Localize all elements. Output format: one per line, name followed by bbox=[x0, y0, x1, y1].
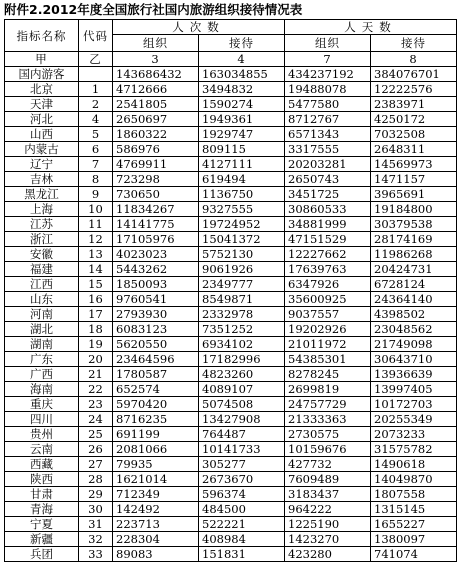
receive-times-cell: 522221 bbox=[199, 517, 285, 532]
code-cell: 26 bbox=[79, 442, 113, 457]
receive-days-cell: 20424731 bbox=[371, 262, 457, 277]
header-indicator: 指标名称 bbox=[5, 20, 79, 52]
code-cell: 17 bbox=[79, 307, 113, 322]
receive-times-cell: 2349777 bbox=[199, 277, 285, 292]
receive-days-cell: 30643710 bbox=[371, 352, 457, 367]
code-cell: 4 bbox=[79, 112, 113, 127]
organize-times-cell: 1860322 bbox=[113, 127, 199, 142]
region-name-cell: 天津 bbox=[5, 97, 79, 112]
region-name-cell: 河北 bbox=[5, 112, 79, 127]
table-row bbox=[5, 517, 457, 532]
region-name-cell: 四川 bbox=[5, 412, 79, 427]
organize-days-cell: 964222 bbox=[285, 502, 371, 517]
code-cell: 16 bbox=[79, 292, 113, 307]
receive-times-cell: 7351252 bbox=[199, 322, 285, 337]
organize-days-cell: 2699819 bbox=[285, 382, 371, 397]
receive-days-cell: 23048562 bbox=[371, 322, 457, 337]
code-cell: 31 bbox=[79, 517, 113, 532]
table-row bbox=[5, 262, 457, 277]
organize-times-cell: 4023023 bbox=[113, 247, 199, 262]
header-receive-days: 接待 bbox=[371, 35, 457, 52]
code-cell: 29 bbox=[79, 487, 113, 502]
organize-times-cell: 11834267 bbox=[113, 202, 199, 217]
organize-days-cell: 34881999 bbox=[285, 217, 371, 232]
header-code: 代码 bbox=[79, 20, 113, 52]
document-title: 附件2.2012年度全国旅行社国内旅游组织接待情况表 bbox=[4, 2, 303, 17]
receive-times-cell: 4127111 bbox=[199, 157, 285, 172]
code-cell: 18 bbox=[79, 322, 113, 337]
receive-days-cell: 31575782 bbox=[371, 442, 457, 457]
region-name-cell: 吉林 bbox=[5, 172, 79, 187]
table-row bbox=[5, 292, 457, 307]
receive-days-cell: 7032508 bbox=[371, 127, 457, 142]
header-receive-times: 接待 bbox=[199, 35, 285, 52]
table-row bbox=[5, 382, 457, 397]
header-colnum-8: 8 bbox=[371, 52, 457, 67]
table-row bbox=[5, 442, 457, 457]
receive-times-cell: 17182996 bbox=[199, 352, 285, 367]
organize-days-cell: 5477580 bbox=[285, 97, 371, 112]
region-name-cell: 云南 bbox=[5, 442, 79, 457]
header-organize-times: 组织 bbox=[113, 35, 199, 52]
organize-times-cell: 4769911 bbox=[113, 157, 199, 172]
organize-times-cell: 89083 bbox=[113, 547, 199, 562]
organize-times-cell: 1780587 bbox=[113, 367, 199, 382]
receive-days-cell: 21749098 bbox=[371, 337, 457, 352]
receive-days-cell: 1655227 bbox=[371, 517, 457, 532]
table-row bbox=[5, 532, 457, 547]
table-row bbox=[5, 397, 457, 412]
table-row bbox=[5, 127, 457, 142]
receive-days-cell: 14049870 bbox=[371, 472, 457, 487]
organize-days-cell: 434237192 bbox=[285, 67, 371, 82]
table-row bbox=[5, 487, 457, 502]
organize-days-cell: 2730575 bbox=[285, 427, 371, 442]
organize-days-cell: 47151529 bbox=[285, 232, 371, 247]
receive-days-cell: 14569973 bbox=[371, 157, 457, 172]
header-row-index bbox=[5, 52, 457, 67]
code-cell: 14 bbox=[79, 262, 113, 277]
receive-times-cell: 1949361 bbox=[199, 112, 285, 127]
code-cell: 33 bbox=[79, 547, 113, 562]
receive-days-cell: 2648311 bbox=[371, 142, 457, 157]
code-cell: 30 bbox=[79, 502, 113, 517]
tourism-statistics-table bbox=[4, 19, 457, 562]
code-cell: 1 bbox=[79, 82, 113, 97]
header-person-days: 人天数 bbox=[285, 20, 457, 35]
organize-days-cell: 19488078 bbox=[285, 82, 371, 97]
region-name-cell: 湖南 bbox=[5, 337, 79, 352]
region-name-cell: 陕西 bbox=[5, 472, 79, 487]
table-row bbox=[5, 112, 457, 127]
organize-times-cell: 142492 bbox=[113, 502, 199, 517]
receive-times-cell: 2673670 bbox=[199, 472, 285, 487]
receive-times-cell: 305277 bbox=[199, 457, 285, 472]
table-row bbox=[5, 97, 457, 112]
region-name-cell: 浙江 bbox=[5, 232, 79, 247]
receive-days-cell: 3965691 bbox=[371, 187, 457, 202]
code-cell: 23 bbox=[79, 397, 113, 412]
receive-times-cell: 4823260 bbox=[199, 367, 285, 382]
receive-days-cell: 384076701 bbox=[371, 67, 457, 82]
receive-times-cell: 8549871 bbox=[199, 292, 285, 307]
organize-times-cell: 1850093 bbox=[113, 277, 199, 292]
organize-times-cell: 723298 bbox=[113, 172, 199, 187]
organize-days-cell: 10159676 bbox=[285, 442, 371, 457]
region-name-cell: 黑龙江 bbox=[5, 187, 79, 202]
code-cell: 21 bbox=[79, 367, 113, 382]
code-cell: 27 bbox=[79, 457, 113, 472]
header-colnum-3: 3 bbox=[113, 52, 199, 67]
organize-days-cell: 3183437 bbox=[285, 487, 371, 502]
organize-days-cell: 2650743 bbox=[285, 172, 371, 187]
organize-times-cell: 5620550 bbox=[113, 337, 199, 352]
receive-times-cell: 19724952 bbox=[199, 217, 285, 232]
receive-days-cell: 13997405 bbox=[371, 382, 457, 397]
receive-days-cell: 741074 bbox=[371, 547, 457, 562]
receive-times-cell: 163034855 bbox=[199, 67, 285, 82]
region-name-cell: 江苏 bbox=[5, 217, 79, 232]
receive-times-cell: 9061926 bbox=[199, 262, 285, 277]
organize-days-cell: 7609489 bbox=[285, 472, 371, 487]
organize-days-cell: 21333363 bbox=[285, 412, 371, 427]
receive-days-cell: 1380097 bbox=[371, 532, 457, 547]
organize-days-cell: 6571343 bbox=[285, 127, 371, 142]
receive-days-cell: 2383971 bbox=[371, 97, 457, 112]
receive-times-cell: 619494 bbox=[199, 172, 285, 187]
organize-times-cell: 4712666 bbox=[113, 82, 199, 97]
table-row bbox=[5, 142, 457, 157]
code-cell: 28 bbox=[79, 472, 113, 487]
organize-days-cell: 21011972 bbox=[285, 337, 371, 352]
table-row bbox=[5, 412, 457, 427]
code-cell: 19 bbox=[79, 337, 113, 352]
receive-times-cell: 484500 bbox=[199, 502, 285, 517]
code-cell: 5 bbox=[79, 127, 113, 142]
table-row bbox=[5, 217, 457, 232]
table-row bbox=[5, 187, 457, 202]
region-name-cell: 广东 bbox=[5, 352, 79, 367]
organize-times-cell: 9760541 bbox=[113, 292, 199, 307]
code-cell: 22 bbox=[79, 382, 113, 397]
table-row bbox=[5, 502, 457, 517]
receive-times-cell: 1590274 bbox=[199, 97, 285, 112]
organize-times-cell: 17105976 bbox=[113, 232, 199, 247]
organize-times-cell: 5443262 bbox=[113, 262, 199, 277]
code-cell: 24 bbox=[79, 412, 113, 427]
header-yi: 乙 bbox=[79, 52, 113, 67]
organize-days-cell: 54385301 bbox=[285, 352, 371, 367]
region-name-cell: 新疆 bbox=[5, 532, 79, 547]
receive-days-cell: 11986268 bbox=[371, 247, 457, 262]
region-name-cell: 安徽 bbox=[5, 247, 79, 262]
receive-days-cell: 2073233 bbox=[371, 427, 457, 442]
organize-days-cell: 30860533 bbox=[285, 202, 371, 217]
receive-times-cell: 9327555 bbox=[199, 202, 285, 217]
receive-days-cell: 1490618 bbox=[371, 457, 457, 472]
organize-days-cell: 9037557 bbox=[285, 307, 371, 322]
header-person-times: 人次数 bbox=[113, 20, 285, 35]
receive-days-cell: 1471157 bbox=[371, 172, 457, 187]
receive-times-cell: 3494832 bbox=[199, 82, 285, 97]
table-row bbox=[5, 472, 457, 487]
code-cell: 7 bbox=[79, 157, 113, 172]
organize-days-cell: 8278245 bbox=[285, 367, 371, 382]
region-name-cell: 重庆 bbox=[5, 397, 79, 412]
receive-times-cell: 10141733 bbox=[199, 442, 285, 457]
region-name-cell: 山东 bbox=[5, 292, 79, 307]
table-row bbox=[5, 247, 457, 262]
receive-times-cell: 4089107 bbox=[199, 382, 285, 397]
receive-days-cell: 4250172 bbox=[371, 112, 457, 127]
organize-days-cell: 1225190 bbox=[285, 517, 371, 532]
organize-times-cell: 2650697 bbox=[113, 112, 199, 127]
organize-days-cell: 12227662 bbox=[285, 247, 371, 262]
receive-days-cell: 10172703 bbox=[371, 397, 457, 412]
table-row bbox=[5, 322, 457, 337]
organize-days-cell: 1423270 bbox=[285, 532, 371, 547]
code-cell: 6 bbox=[79, 142, 113, 157]
receive-days-cell: 24364140 bbox=[371, 292, 457, 307]
region-name-cell: 广西 bbox=[5, 367, 79, 382]
table-row bbox=[5, 307, 457, 322]
table-row bbox=[5, 82, 457, 97]
header-organize-days: 组织 bbox=[285, 35, 371, 52]
organize-days-cell: 3317555 bbox=[285, 142, 371, 157]
code-cell: 32 bbox=[79, 532, 113, 547]
organize-times-cell: 14141775 bbox=[113, 217, 199, 232]
table-row bbox=[5, 67, 457, 82]
receive-days-cell: 1315145 bbox=[371, 502, 457, 517]
organize-days-cell: 35600925 bbox=[285, 292, 371, 307]
code-cell: 10 bbox=[79, 202, 113, 217]
region-name-cell: 国内游客 bbox=[5, 67, 79, 82]
table-row bbox=[5, 157, 457, 172]
table-row bbox=[5, 202, 457, 217]
organize-times-cell: 2081066 bbox=[113, 442, 199, 457]
organize-days-cell: 19202926 bbox=[285, 322, 371, 337]
receive-times-cell: 596374 bbox=[199, 487, 285, 502]
region-name-cell: 上海 bbox=[5, 202, 79, 217]
organize-days-cell: 24757729 bbox=[285, 397, 371, 412]
code-cell: 8 bbox=[79, 172, 113, 187]
organize-times-cell: 223713 bbox=[113, 517, 199, 532]
receive-times-cell: 6934102 bbox=[199, 337, 285, 352]
region-name-cell: 辽宁 bbox=[5, 157, 79, 172]
organize-times-cell: 2541805 bbox=[113, 97, 199, 112]
table-row bbox=[5, 352, 457, 367]
region-name-cell: 内蒙古 bbox=[5, 142, 79, 157]
code-cell: 11 bbox=[79, 217, 113, 232]
organize-times-cell: 586976 bbox=[113, 142, 199, 157]
receive-times-cell: 15041372 bbox=[199, 232, 285, 247]
region-name-cell: 宁夏 bbox=[5, 517, 79, 532]
table-body bbox=[5, 67, 457, 562]
receive-times-cell: 764487 bbox=[199, 427, 285, 442]
receive-times-cell: 5074508 bbox=[199, 397, 285, 412]
receive-days-cell: 6728124 bbox=[371, 277, 457, 292]
receive-times-cell: 1136750 bbox=[199, 187, 285, 202]
region-name-cell: 海南 bbox=[5, 382, 79, 397]
region-name-cell: 河南 bbox=[5, 307, 79, 322]
table-row bbox=[5, 457, 457, 472]
receive-days-cell: 12222576 bbox=[371, 82, 457, 97]
code-cell: 12 bbox=[79, 232, 113, 247]
region-name-cell: 青海 bbox=[5, 502, 79, 517]
header-colnum-7: 7 bbox=[285, 52, 371, 67]
region-name-cell: 山西 bbox=[5, 127, 79, 142]
receive-days-cell: 30379538 bbox=[371, 217, 457, 232]
receive-days-cell: 4398502 bbox=[371, 307, 457, 322]
organize-times-cell: 1621014 bbox=[113, 472, 199, 487]
organize-days-cell: 20203281 bbox=[285, 157, 371, 172]
organize-times-cell: 730650 bbox=[113, 187, 199, 202]
organize-times-cell: 143686432 bbox=[113, 67, 199, 82]
table-row bbox=[5, 337, 457, 352]
organize-times-cell: 6083123 bbox=[113, 322, 199, 337]
region-name-cell: 北京 bbox=[5, 82, 79, 97]
organize-times-cell: 79935 bbox=[113, 457, 199, 472]
receive-days-cell: 20255349 bbox=[371, 412, 457, 427]
table-row bbox=[5, 172, 457, 187]
region-name-cell: 江西 bbox=[5, 277, 79, 292]
organize-days-cell: 6347926 bbox=[285, 277, 371, 292]
receive-days-cell: 13936639 bbox=[371, 367, 457, 382]
receive-days-cell: 1807558 bbox=[371, 487, 457, 502]
code-cell bbox=[79, 67, 113, 82]
table-row bbox=[5, 232, 457, 247]
receive-days-cell: 28174169 bbox=[371, 232, 457, 247]
organize-days-cell: 8712767 bbox=[285, 112, 371, 127]
organize-times-cell: 23464596 bbox=[113, 352, 199, 367]
organize-days-cell: 3451725 bbox=[285, 187, 371, 202]
code-cell: 9 bbox=[79, 187, 113, 202]
receive-times-cell: 408984 bbox=[199, 532, 285, 547]
organize-times-cell: 652574 bbox=[113, 382, 199, 397]
receive-times-cell: 1929747 bbox=[199, 127, 285, 142]
table-row bbox=[5, 367, 457, 382]
region-name-cell: 西藏 bbox=[5, 457, 79, 472]
receive-days-cell: 19184800 bbox=[371, 202, 457, 217]
table-row bbox=[5, 547, 457, 562]
organize-days-cell: 427732 bbox=[285, 457, 371, 472]
table-row bbox=[5, 427, 457, 442]
receive-times-cell: 2332978 bbox=[199, 307, 285, 322]
code-cell: 2 bbox=[79, 97, 113, 112]
organize-times-cell: 691199 bbox=[113, 427, 199, 442]
organize-times-cell: 712349 bbox=[113, 487, 199, 502]
receive-times-cell: 5752130 bbox=[199, 247, 285, 262]
receive-times-cell: 13427908 bbox=[199, 412, 285, 427]
code-cell: 25 bbox=[79, 427, 113, 442]
receive-times-cell: 809115 bbox=[199, 142, 285, 157]
receive-times-cell: 151831 bbox=[199, 547, 285, 562]
region-name-cell: 兵团 bbox=[5, 547, 79, 562]
region-name-cell: 甘肃 bbox=[5, 487, 79, 502]
organize-days-cell: 17639763 bbox=[285, 262, 371, 277]
region-name-cell: 湖北 bbox=[5, 322, 79, 337]
region-name-cell: 福建 bbox=[5, 262, 79, 277]
organize-times-cell: 2793930 bbox=[113, 307, 199, 322]
header-jia: 甲 bbox=[5, 52, 79, 67]
header-row-top bbox=[5, 20, 457, 35]
organize-times-cell: 228304 bbox=[113, 532, 199, 547]
code-cell: 13 bbox=[79, 247, 113, 262]
region-name-cell: 贵州 bbox=[5, 427, 79, 442]
table-row bbox=[5, 277, 457, 292]
organize-days-cell: 423280 bbox=[285, 547, 371, 562]
code-cell: 15 bbox=[79, 277, 113, 292]
organize-times-cell: 5970420 bbox=[113, 397, 199, 412]
code-cell: 20 bbox=[79, 352, 113, 367]
header-colnum-4: 4 bbox=[199, 52, 285, 67]
organize-times-cell: 8716235 bbox=[113, 412, 199, 427]
